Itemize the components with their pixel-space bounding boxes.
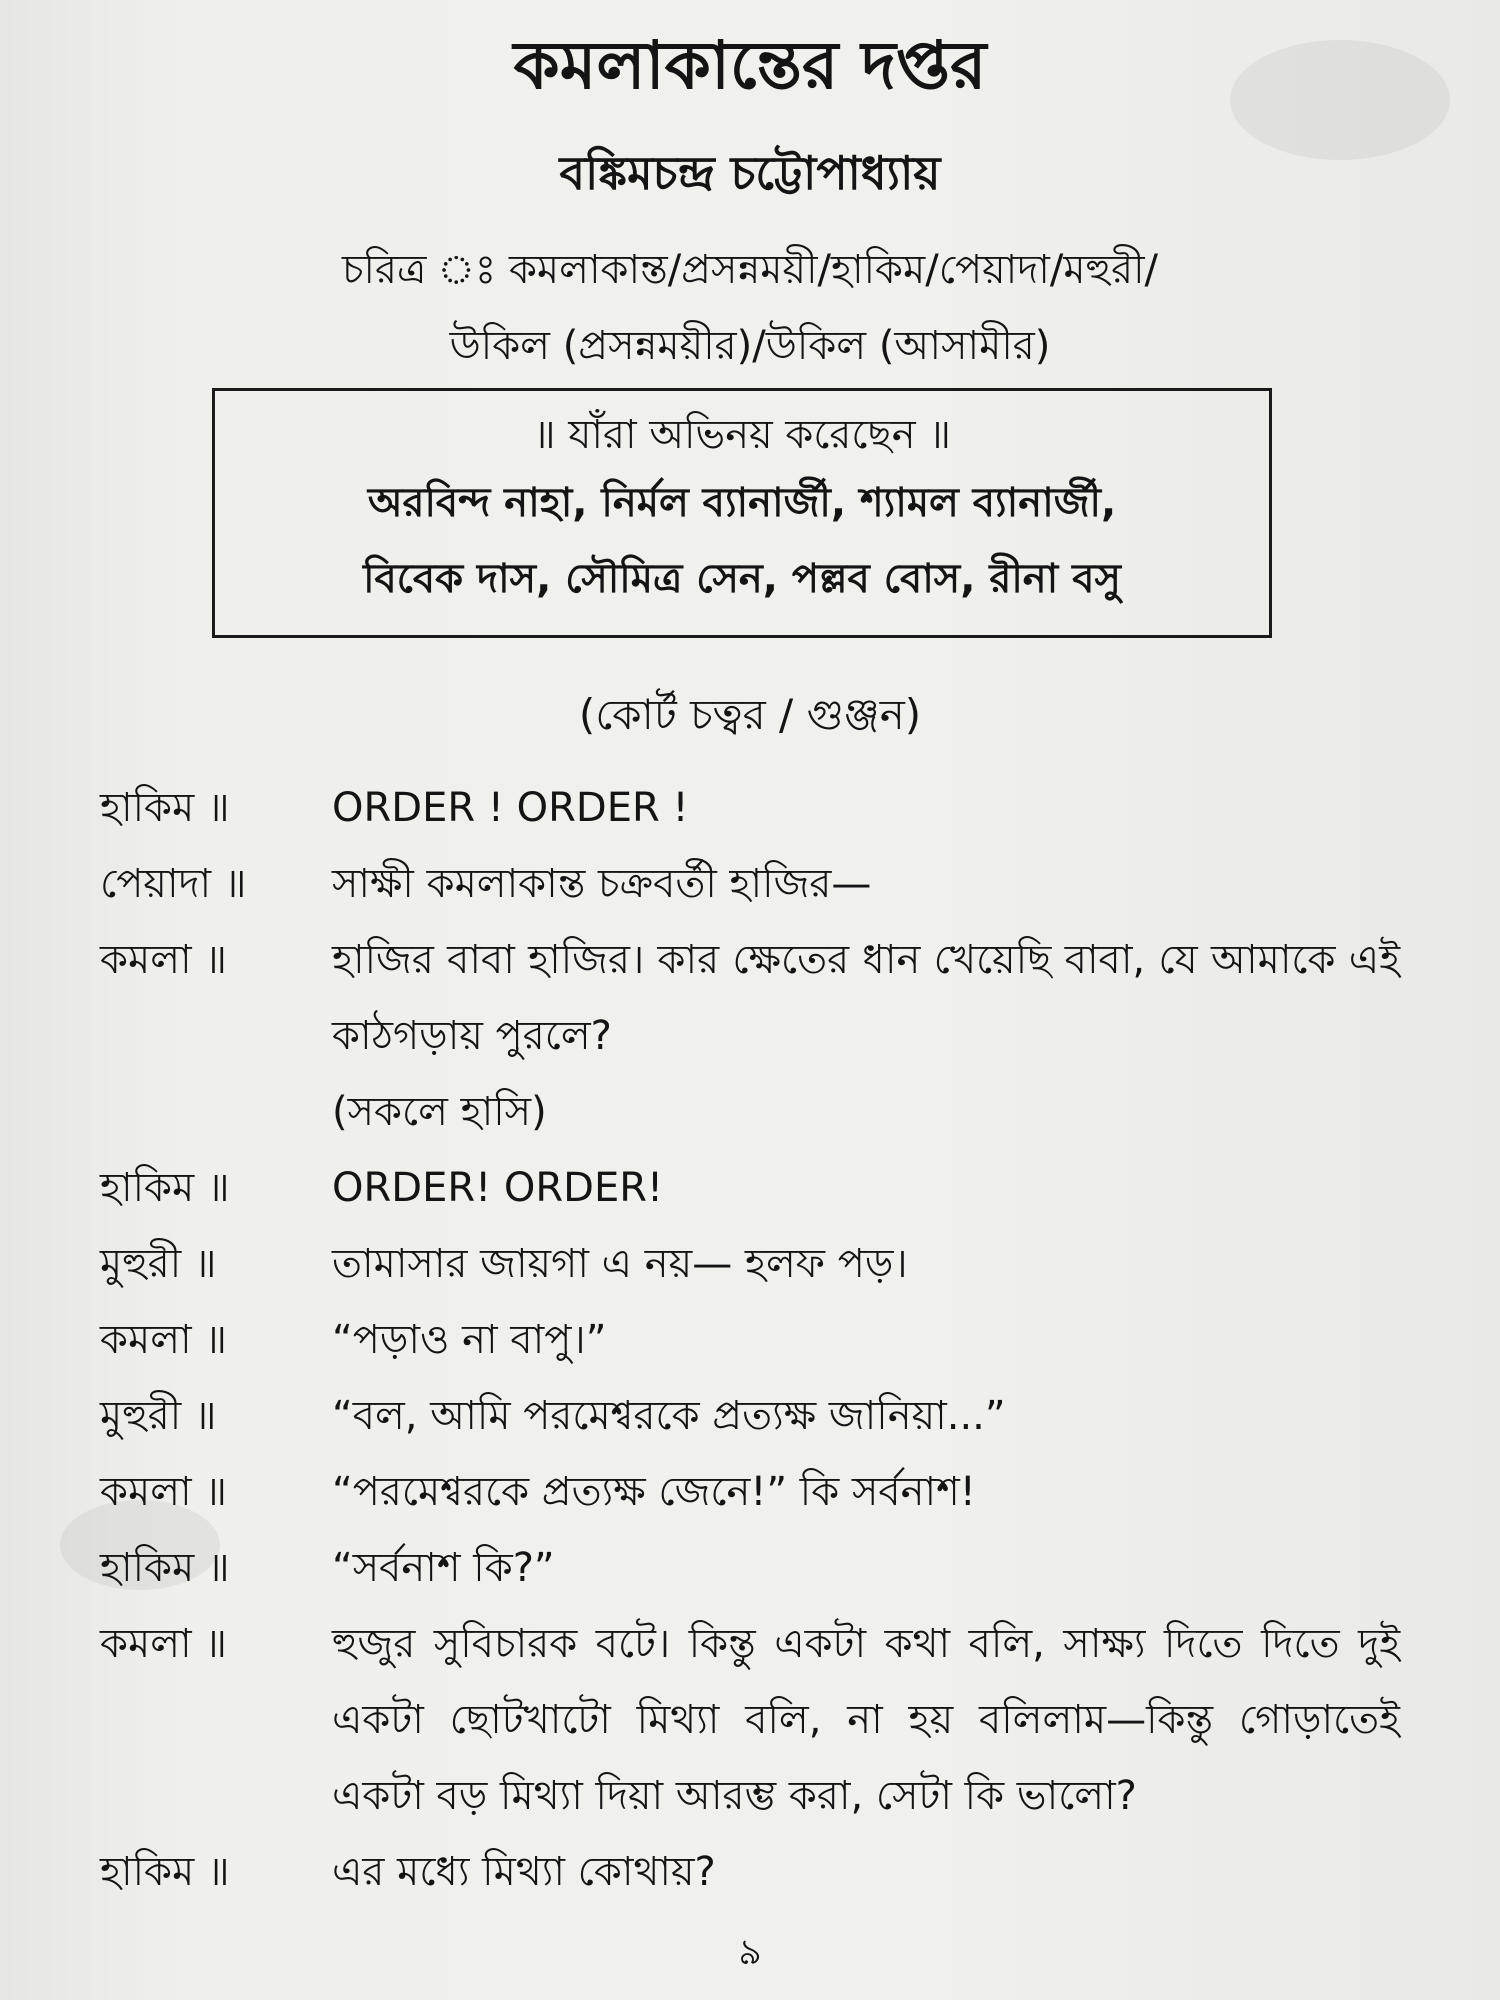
dialogue-row: [100, 1302, 1400, 1378]
speech-line: “পরমেশ্বরকে প্রত্যক্ষ জেনে!” কি সর্বনাশ!: [332, 1469, 976, 1515]
speaker-name: মুহুরী ॥: [100, 1393, 217, 1439]
speech-text: [332, 1378, 1400, 1454]
speech-line: ORDER ! ORDER !: [332, 785, 689, 831]
speaker-name: কমলা ॥: [100, 1621, 227, 1667]
dialogue-row: [100, 770, 1400, 846]
characters-line-2: উকিল (প্রসন্নময়ীর)/উকিল (আসামীর): [449, 323, 1051, 369]
speech-text: [332, 770, 1400, 846]
characters-line-1: চরিত্র ঃ কমলাকান্ত/প্রসন্নময়ী/হাকিম/পেয়াদা/মহুরী/: [341, 247, 1159, 293]
speech-line: “সর্বনাশ কি?”: [332, 1545, 555, 1591]
speech-line: এর মধ্যে মিথ্যা কোথায়?: [332, 1849, 716, 1895]
speech-text: [332, 1150, 1400, 1226]
speaker-name: হাকিম ॥: [100, 785, 230, 831]
dialogue-row: [100, 1226, 1400, 1302]
speech-line: হাজির বাবা হাজির। কার ক্ষেতের ধান খেয়েছি বাবা, যে আমাকে এই কাঠগড়ায় পুরলে?: [332, 937, 1400, 1059]
dialogue-row: [100, 1378, 1400, 1454]
speech-text: [332, 922, 1400, 1150]
speech-text: [332, 1454, 1400, 1530]
speaker-name: হাকিম ॥: [100, 1165, 230, 1211]
dialogue-row: [100, 1150, 1400, 1226]
speech-text: [332, 1606, 1400, 1834]
speech-text: [332, 1302, 1400, 1378]
dialogue-row: [100, 1834, 1400, 1910]
speech-line: তামাসার জায়গা এ নয়— হলফ পড়।: [332, 1241, 908, 1287]
speaker-name: মুহুরী ॥: [100, 1241, 217, 1287]
dialogue-row: [100, 1454, 1400, 1530]
speaker-name: কমলা ॥: [100, 1317, 227, 1363]
speech-text: [332, 1530, 1400, 1606]
dialogue-row: [100, 1606, 1400, 1834]
speech-text: [332, 846, 1400, 922]
characters-list: [0, 232, 1500, 384]
stage-direction: (সকলে হাসি): [332, 1089, 547, 1135]
speech-line: “পড়াও না বাপু।”: [332, 1317, 607, 1363]
scene-direction: (কোর্ট চত্বর / গুঞ্জন): [578, 690, 922, 739]
speech-text: [332, 1226, 1400, 1302]
author-name: বঙ্কিমচন্দ্র চট্টোপাধ্যায়: [559, 146, 941, 200]
speech-line: ORDER! ORDER!: [332, 1165, 664, 1211]
dialogue-row: [100, 1530, 1400, 1606]
speaker-name: পেয়াদা ॥: [100, 861, 247, 907]
cast-line-2: বিবেক দাস, সৌমিত্র সেন, পল্লব বোস, রীনা বসু: [363, 556, 1121, 602]
speech-line: “বল, আমি পরমেশ্বরকে প্রত্যক্ষ জানিয়া...”: [332, 1393, 1006, 1439]
speech-line: হুজুর সুবিচারক বটে। কিন্তু একটা কথা বলি, সাক্ষ্য দিতে দিতে দুই একটা ছোটখাটো মিথ্যা বলি, না হয় বলিলাম—কিন্তু গোড়াতেই একটা বড় মিথ্যা দিয়া আরম্ভ করা, সেটা কি ভালো?: [332, 1621, 1400, 1819]
play-title: কমলাকান্তের দপ্তর: [513, 27, 987, 104]
dialogue-row: [100, 922, 1400, 1150]
dialogue-row: [100, 846, 1400, 922]
cast-line-1: অরবিন্দ নাহা, নির্মল ব্যানার্জী, শ্যামল ব্যানার্জী,: [367, 480, 1117, 526]
speaker-name: কমলা ॥: [100, 1469, 227, 1515]
speaker-name: হাকিম ॥: [100, 1545, 230, 1591]
speaker-name: হাকিম ॥: [100, 1849, 230, 1895]
speaker-name: কমলা ॥: [100, 937, 227, 983]
speech-line: সাক্ষী কমলাকান্ত চক্রবর্তী হাজির—: [332, 861, 872, 907]
speech-text: [332, 1834, 1400, 1910]
dialogue-list: [100, 770, 1400, 1910]
cast-box: [212, 388, 1272, 638]
cast-heading: ॥ যাঁরা অভিনয় করেছেন ॥: [533, 412, 951, 458]
page-number: ৯: [738, 1932, 762, 1973]
